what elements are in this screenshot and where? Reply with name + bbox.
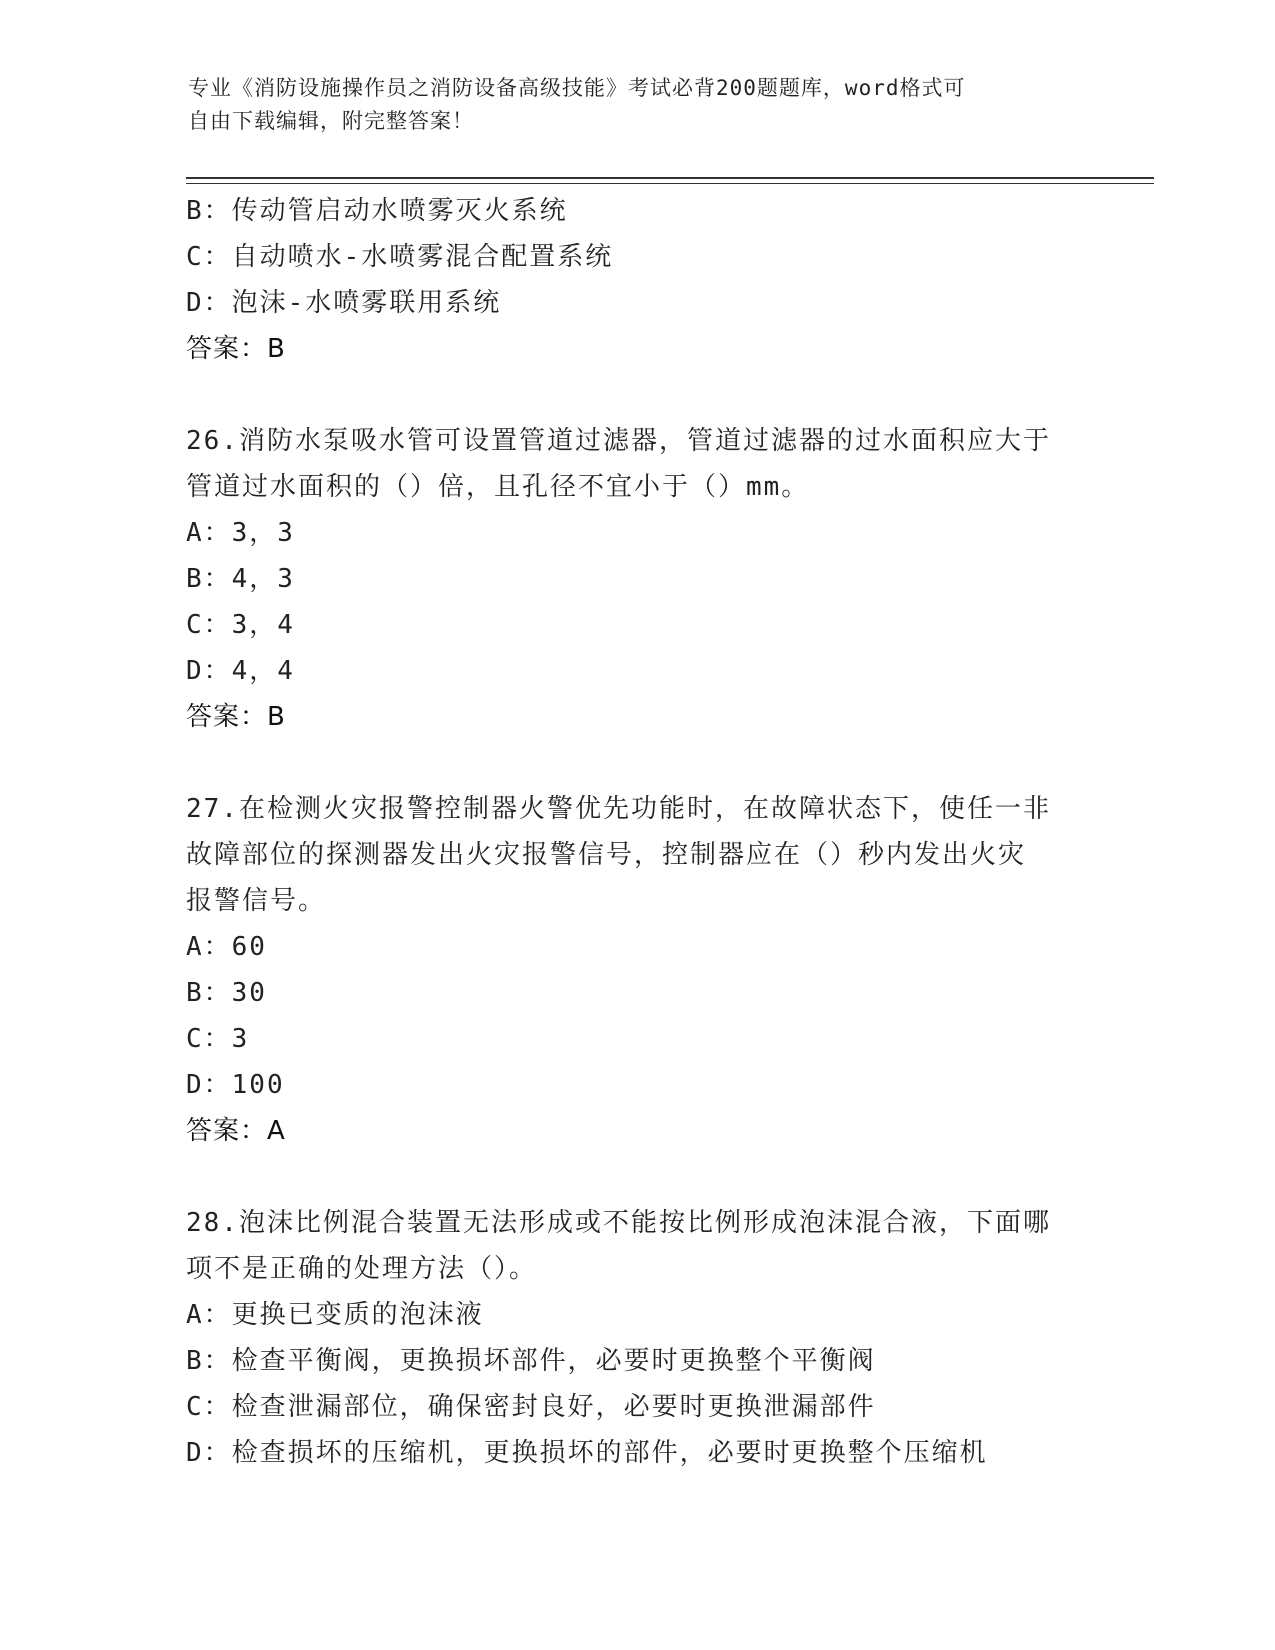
option-b: B：4，3 bbox=[186, 564, 295, 594]
option-a: A：更换已变质的泡沫液 bbox=[186, 1300, 484, 1330]
option-d: D：4，4 bbox=[186, 656, 295, 686]
question-26 bbox=[186, 418, 1106, 740]
option-c: C：3，4 bbox=[186, 610, 295, 640]
option-a: A：3，3 bbox=[186, 518, 295, 548]
question-25-continued bbox=[186, 188, 1106, 372]
question-list bbox=[186, 188, 1106, 1476]
question-stem-line: 管道过水面积的（）倍，且孔径不宜小于（）mm。 bbox=[186, 472, 810, 502]
header-line-2: 自由下载编辑，附完整答案！ bbox=[188, 109, 474, 133]
page-header bbox=[188, 72, 1068, 138]
option-c: C：自动喷水-水喷雾混合配置系统 bbox=[186, 242, 614, 272]
answer-label: 答案：A bbox=[186, 1116, 286, 1146]
answer-label: 答案：B bbox=[186, 702, 286, 732]
spacer bbox=[186, 740, 1106, 786]
option-b: B：30 bbox=[186, 978, 267, 1008]
option-c: C：检查泄漏部位，确保密封良好，必要时更换泄漏部件 bbox=[186, 1392, 876, 1422]
question-stem-line: 26.消防水泵吸水管可设置管道过滤器，管道过滤器的过水面积应大于 bbox=[186, 426, 1051, 456]
header-line-1: 专业《消防设施操作员之消防设备高级技能》考试必背200题题库，word格式可 bbox=[188, 76, 966, 100]
question-stem-line: 故障部位的探测器发出火灾报警信号，控制器应在（）秒内发出火灾 bbox=[186, 840, 1027, 870]
option-a: A：60 bbox=[186, 932, 267, 962]
answer-label: 答案：B bbox=[186, 334, 286, 364]
option-b: B：检查平衡阀，更换损坏部件，必要时更换整个平衡阀 bbox=[186, 1346, 876, 1376]
question-stem-line: 报警信号。 bbox=[186, 886, 327, 916]
spacer bbox=[186, 1154, 1106, 1200]
question-stem-line: 28.泡沫比例混合装置无法形成或不能按比例形成泡沫混合液，下面哪 bbox=[186, 1208, 1051, 1238]
option-c: C：3 bbox=[186, 1024, 250, 1054]
question-27 bbox=[186, 786, 1106, 1154]
option-b: B：传动管启动水喷雾灭火系统 bbox=[186, 196, 568, 226]
question-28 bbox=[186, 1200, 1106, 1476]
header-rule-thick bbox=[186, 177, 1154, 179]
spacer bbox=[186, 372, 1106, 418]
option-d: D：100 bbox=[186, 1070, 285, 1100]
option-d: D：检查损坏的压缩机，更换损坏的部件，必要时更换整个压缩机 bbox=[186, 1438, 988, 1468]
question-stem-line: 项不是正确的处理方法（）。 bbox=[186, 1254, 538, 1284]
header-rule-thin bbox=[186, 183, 1154, 184]
question-stem-line: 27.在检测火灾报警控制器火警优先功能时，在故障状态下，使任一非 bbox=[186, 794, 1051, 824]
option-d: D：泡沫-水喷雾联用系统 bbox=[186, 288, 502, 318]
